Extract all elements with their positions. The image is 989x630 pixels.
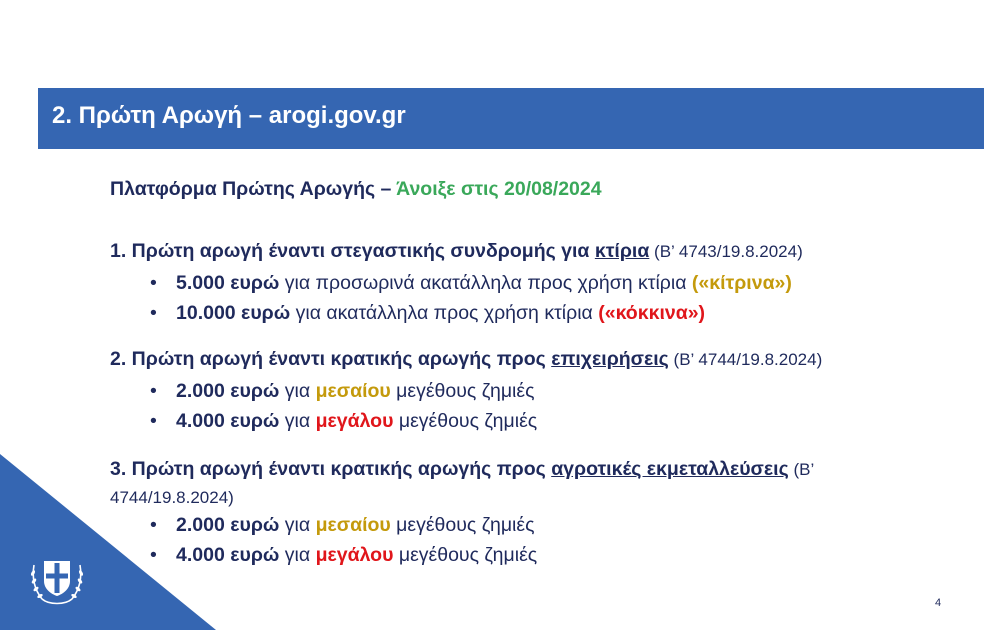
bullet-text: για προσωρινά ακατάλληλα προς χρήση κτίρια	[279, 272, 692, 294]
bullet-dot: •	[150, 544, 157, 566]
section-1-underlined: κτίρια	[594, 240, 650, 262]
section-1-ref: (Β’ 4743/19.8.2024)	[649, 242, 803, 261]
bullet-text: για	[279, 380, 316, 402]
bullet-amount: 4.000 ευρώ	[176, 544, 280, 566]
bullet-text: μεγέθους ζημιές	[393, 544, 538, 566]
bullet-text: μεγέθους ζημιές	[390, 514, 535, 536]
platform-line	[110, 178, 602, 201]
bullet-tag-yellow: («κίτρινα»)	[691, 272, 792, 294]
list-item	[150, 272, 792, 295]
list-item	[150, 380, 534, 403]
bullet-dot: •	[150, 272, 157, 294]
bullet-text: για	[279, 410, 316, 432]
section-2-title: 2. Πρώτη αρωγή έναντι κρατικής αρωγής προς	[110, 348, 552, 370]
bullet-text: μεγέθους ζημιές	[393, 410, 538, 432]
platform-opened-date: Άνοιξε στις 20/08/2024	[396, 178, 602, 200]
section-2-ref: (Β’ 4744/19.8.2024)	[668, 350, 823, 369]
bullet-dot: •	[150, 302, 157, 324]
section-2-underlined: επιχειρήσεις	[551, 348, 669, 370]
platform-label: Πλατφόρμα Πρώτης Αρωγής –	[110, 178, 397, 200]
section-1-heading	[110, 240, 803, 263]
slide-title: 2. Πρώτη Αρωγή – arogi.gov.gr	[52, 102, 406, 129]
section-3-title: 3. Πρώτη αρωγή έναντι κρατικής αρωγής προς	[110, 458, 552, 480]
section-3-underlined: αγροτικές εκμεταλλεύσεις	[551, 458, 789, 480]
section-1-title: 1. Πρώτη αρωγή έναντι στεγαστικής συνδρομής για	[110, 240, 595, 262]
bullet-dot: •	[150, 380, 157, 402]
bullet-text: μεγέθους ζημιές	[390, 380, 535, 402]
greek-coat-of-arms-icon	[22, 543, 92, 613]
section-3-ref-cont: 4744/19.8.2024)	[110, 488, 234, 507]
bullet-text: για	[279, 514, 316, 536]
bullet-amount: 2.000 ευρώ	[176, 380, 280, 402]
bullet-amount: 5.000 ευρώ	[176, 272, 280, 294]
bullet-tag-red: («κόκκινα»)	[598, 302, 706, 324]
list-item	[150, 410, 537, 433]
bullet-text: για ακατάλληλα προς χρήση κτίρια	[290, 302, 599, 324]
bullet-amount: 2.000 ευρώ	[176, 514, 280, 536]
bullet-size-medium: μεσαίου	[315, 514, 391, 536]
bullet-dot: •	[150, 410, 157, 432]
section-3-ref: (Β’	[788, 460, 815, 479]
bullet-text: για	[279, 544, 316, 566]
bullet-amount: 10.000 ευρώ	[176, 302, 291, 324]
page-number: 4	[935, 597, 942, 609]
bullet-dot: •	[150, 514, 157, 536]
bullet-size-large: μεγάλου	[315, 544, 394, 566]
list-item	[150, 302, 705, 325]
bullet-size-large: μεγάλου	[315, 410, 394, 432]
section-2-heading	[110, 348, 822, 371]
bullet-size-medium: μεσαίου	[315, 380, 391, 402]
bullet-amount: 4.000 ευρώ	[176, 410, 280, 432]
